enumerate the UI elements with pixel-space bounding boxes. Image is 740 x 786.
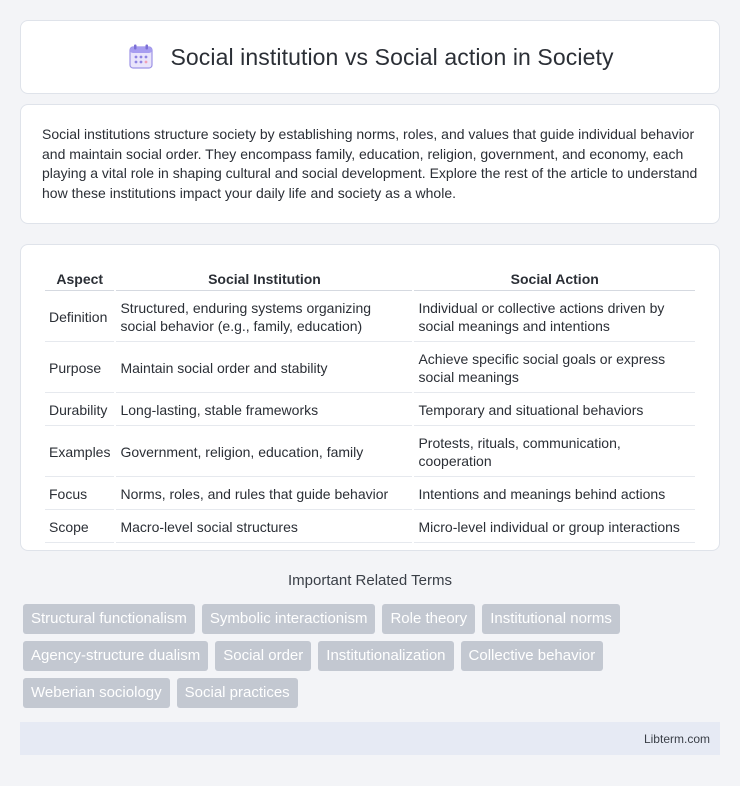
row-institution: Macro-level social structures — [116, 512, 412, 543]
row-action: Individual or collective actions driven by social meanings and intentions — [414, 293, 695, 342]
table-row — [45, 344, 695, 393]
intro-card — [20, 104, 720, 224]
row-aspect: Scope — [45, 512, 114, 543]
tag-social-order[interactable]: Social order — [215, 641, 311, 671]
row-action: Protests, rituals, communication, cooperation — [414, 428, 695, 477]
row-institution: Structured, enduring systems organizing social behavior (e.g., family, education) — [116, 293, 412, 342]
row-institution: Government, religion, education, family — [116, 428, 412, 477]
table-header-row — [45, 267, 695, 291]
row-institution: Long-lasting, stable frameworks — [116, 395, 412, 426]
header-card — [20, 20, 720, 94]
tag-structural-functionalism[interactable]: Structural functionalism — [23, 604, 195, 634]
row-aspect: Focus — [45, 479, 114, 510]
row-aspect: Durability — [45, 395, 114, 426]
header-aspect: Aspect — [45, 267, 114, 291]
table-row — [45, 479, 695, 510]
row-action: Temporary and situational behaviors — [414, 395, 695, 426]
calendar-icon — [126, 42, 156, 72]
header-social-action: Social Action — [414, 267, 695, 291]
title-wrap — [126, 42, 613, 72]
table-row — [45, 512, 695, 543]
tag-role-theory[interactable]: Role theory — [382, 604, 475, 634]
row-aspect: Purpose — [45, 344, 114, 393]
row-aspect: Definition — [45, 293, 114, 342]
tag-agency-structure-dualism[interactable]: Agency-structure dualism — [23, 641, 208, 671]
comparison-table — [43, 265, 697, 545]
footer-site-link[interactable]: Libterm.com — [643, 731, 710, 746]
row-action: Achieve specific social goals or express social meanings — [414, 344, 695, 393]
tag-collective-behavior[interactable]: Collective behavior — [461, 641, 604, 671]
tag-institutional-norms[interactable]: Institutional norms — [482, 604, 620, 634]
row-institution: Maintain social order and stability — [116, 344, 412, 393]
page-title: Social institution vs Social action in Society — [170, 43, 614, 70]
row-aspect: Examples — [45, 428, 114, 477]
tag-social-practices[interactable]: Social practices — [177, 678, 298, 708]
table-row — [45, 395, 695, 426]
row-action: Micro-level individual or group interactions — [414, 512, 695, 543]
table-row — [45, 428, 695, 477]
comparison-table-card — [20, 244, 720, 551]
table-row — [45, 293, 695, 342]
row-action: Intentions and meanings behind actions — [414, 479, 695, 510]
related-terms-title: Important Related Terms — [288, 572, 452, 589]
header-social-institution: Social Institution — [116, 267, 412, 291]
footer — [20, 722, 720, 755]
related-terms-tags — [23, 604, 723, 708]
tag-institutionalization[interactable]: Institutionalization — [318, 641, 453, 671]
tag-weberian-sociology[interactable]: Weberian sociology — [23, 678, 170, 708]
tag-symbolic-interactionism[interactable]: Symbolic interactionism — [202, 604, 376, 634]
intro-paragraph: Social institutions structure society by establishing norms, roles, and values that guide individual behavior and maintain social order. They encompass family, education, religion, government, and economy, each playing a vital role in shaping cultural and social development. Explore the rest of the article to understand how these institutions impact your daily life and society as a whole. — [42, 126, 698, 201]
row-institution: Norms, roles, and rules that guide behavior — [116, 479, 412, 510]
